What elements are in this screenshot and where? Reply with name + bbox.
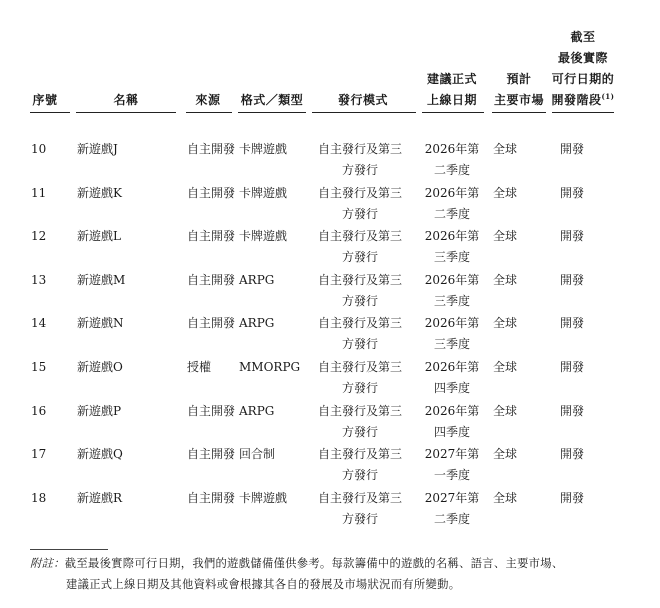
table-row xyxy=(0,270,660,310)
cell-format: 卡牌遊戲 xyxy=(239,185,288,200)
cell-date: 2027年第一季度 xyxy=(424,447,480,483)
cell-format: 卡牌遊戲 xyxy=(239,490,288,505)
footnote-label: 附註： xyxy=(30,557,65,570)
header-rule-stage xyxy=(552,112,614,113)
cell-mode: 自主發行及第三方發行 xyxy=(317,272,402,308)
cell-date: 2026年第四季度 xyxy=(424,360,480,395)
cell-stage: 開發 xyxy=(560,447,585,462)
cell-date: 2027年第二季度 xyxy=(424,490,480,526)
cell-market: 全球 xyxy=(493,490,518,505)
cell-name: 新遊戲Q xyxy=(77,447,123,462)
cell-format: MMORPG xyxy=(239,360,301,374)
header-rule-source xyxy=(186,112,232,113)
cell-source: 自主開發 xyxy=(187,490,236,505)
footnote-line2: 建議正式上線日期及其他資料或會根據其各自的發展及市場狀況而有所變動。 xyxy=(66,578,461,591)
cell-stage: 開發 xyxy=(560,142,585,156)
cell-market: 全球 xyxy=(493,316,518,331)
cell-name: 新遊戲L xyxy=(77,229,121,244)
cell-source: 自主開發 xyxy=(187,142,236,156)
footnote-line1: 截至最後實際可行日期，我們的遊戲儲備僅供參考。每款籌備中的遊戲的名稱、語言、主要市場、 xyxy=(64,557,564,570)
header-source: 來源 xyxy=(195,93,221,107)
footnote xyxy=(30,553,640,595)
cell-mode: 自主發行及第三方發行 xyxy=(317,403,402,439)
cell-seq: 12 xyxy=(31,229,47,244)
cell-seq: 15 xyxy=(31,360,47,374)
table-row xyxy=(0,488,660,528)
cell-stage: 開發 xyxy=(560,185,585,200)
cell-market: 全球 xyxy=(493,185,518,200)
cell-name: 新遊戲J xyxy=(77,142,118,156)
cell-format: 回合制 xyxy=(239,447,276,462)
table-row xyxy=(0,226,660,266)
cell-date: 2026年第二季度 xyxy=(424,142,480,177)
header-format: 格式／類型 xyxy=(240,93,304,107)
table-row xyxy=(0,401,660,441)
cell-date: 2026年第三季度 xyxy=(424,316,480,352)
header-rule-mode xyxy=(312,112,416,113)
cell-seq: 18 xyxy=(31,490,47,505)
table-row xyxy=(0,357,660,397)
cell-stage: 開發 xyxy=(560,490,585,505)
cell-mode: 自主發行及第三方發行 xyxy=(317,185,402,221)
footnote-rule xyxy=(30,549,108,550)
cell-source: 自主開發 xyxy=(187,403,236,418)
cell-seq: 13 xyxy=(31,272,47,287)
table-row xyxy=(0,183,660,223)
table-row xyxy=(0,444,660,484)
header-rule-market xyxy=(492,112,546,113)
cell-date: 2026年第三季度 xyxy=(424,229,480,265)
cell-stage: 開發 xyxy=(560,403,585,418)
cell-name: 新遊戲P xyxy=(77,403,122,418)
cell-source: 自主開發 xyxy=(187,185,236,200)
cell-market: 全球 xyxy=(493,229,518,244)
cell-date: 2026年第四季度 xyxy=(424,403,480,439)
header-stage-note: (1) xyxy=(601,92,615,101)
cell-mode: 自主發行及第三方發行 xyxy=(317,447,402,483)
cell-market: 全球 xyxy=(493,272,518,287)
cell-market: 全球 xyxy=(493,403,518,418)
header-date: 建議正式 上線日期 xyxy=(426,72,477,107)
table-row xyxy=(0,313,660,353)
cell-source: 自主開發 xyxy=(187,229,236,244)
cell-name: 新遊戲N xyxy=(77,316,124,331)
cell-stage: 開發 xyxy=(560,229,585,244)
cell-mode: 自主發行及第三方發行 xyxy=(317,360,402,395)
cell-stage: 開發 xyxy=(560,272,585,287)
header-stage-wrap xyxy=(550,6,616,111)
cell-name: 新遊戲R xyxy=(77,490,123,505)
cell-format: ARPG xyxy=(239,272,275,287)
cell-stage: 開發 xyxy=(560,360,585,374)
header-rule-format xyxy=(238,112,306,113)
cell-source: 自主開發 xyxy=(187,316,236,331)
cell-market: 全球 xyxy=(493,360,518,374)
cell-name: 新遊戲M xyxy=(77,272,126,287)
cell-mode: 自主發行及第三方發行 xyxy=(317,316,402,352)
header-rule-date xyxy=(422,112,484,113)
header-seq: 序號 xyxy=(32,93,58,107)
cell-seq: 17 xyxy=(31,447,47,462)
cell-market: 全球 xyxy=(493,447,518,462)
cell-stage: 開發 xyxy=(560,316,585,331)
header-name: 名稱 xyxy=(113,93,139,107)
cell-seq: 11 xyxy=(31,185,47,200)
cell-seq: 16 xyxy=(31,403,47,418)
cell-name: 新遊戲O xyxy=(77,360,123,374)
cell-format: 卡牌遊戲 xyxy=(239,229,288,244)
cell-mode: 自主發行及第三方發行 xyxy=(317,142,402,177)
table-row xyxy=(0,139,660,179)
cell-market: 全球 xyxy=(493,142,518,156)
cell-format: ARPG xyxy=(239,316,275,331)
cell-source: 授權 xyxy=(187,360,212,374)
cell-source: 自主開發 xyxy=(187,447,236,462)
cell-mode: 自主發行及第三方發行 xyxy=(317,490,402,526)
cell-date: 2026年第三季度 xyxy=(424,272,480,308)
cell-name: 新遊戲K xyxy=(77,185,122,200)
header-stage: 截至 最後實際 可行日期的 開發階段 xyxy=(551,30,615,107)
cell-source: 自主開發 xyxy=(187,272,236,287)
cell-format: ARPG xyxy=(239,403,275,418)
header-rule-seq xyxy=(30,112,70,113)
cell-seq: 10 xyxy=(31,142,47,156)
cell-date: 2026年第二季度 xyxy=(424,185,480,221)
header-market: 預計 主要市場 xyxy=(493,72,544,107)
cell-mode: 自主發行及第三方發行 xyxy=(317,229,402,265)
cell-format: 卡牌遊戲 xyxy=(239,142,288,156)
header-mode: 發行模式 xyxy=(337,93,388,107)
cell-seq: 14 xyxy=(31,316,47,331)
header-rule-name xyxy=(76,112,176,113)
